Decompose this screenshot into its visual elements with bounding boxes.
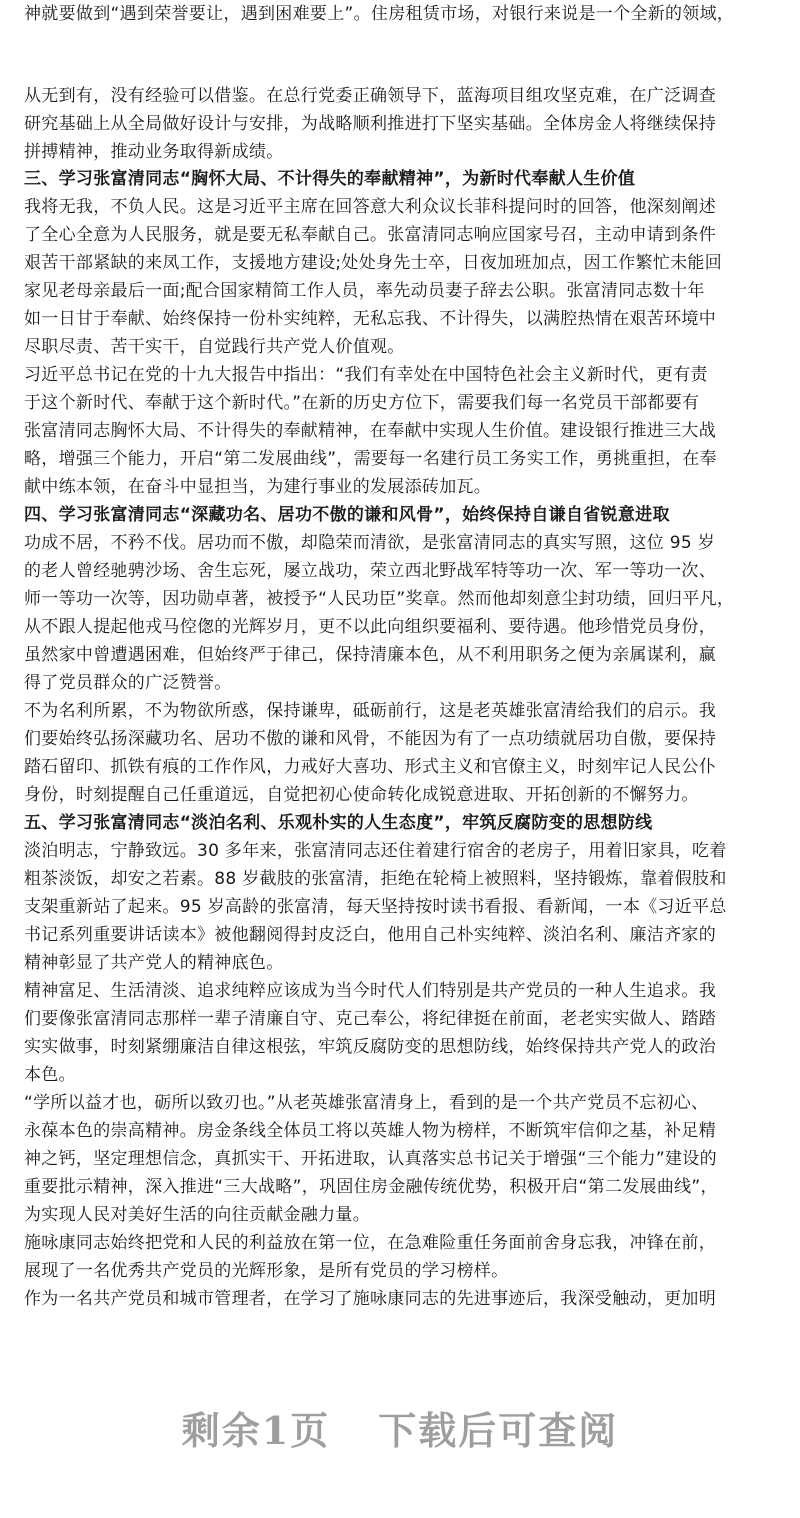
- text-line: 实实做事，时刻紧绷廉洁自律这根弦，牢筑反腐防变的思想防线，始终保持共产党人的政治: [24, 1037, 716, 1057]
- text-line: 拼搏精神，推动业务取得新成绩。: [24, 142, 284, 162]
- section-heading: 四、学习张富清同志“深藏功名、居功不傲的谦和风骨”，始终保持自谦自省锐意进取: [24, 505, 670, 525]
- text-line: 习近平总书记在党的十九大报告中指出：“我们有幸处在中国特色社会主义新时代，更有责: [24, 365, 708, 385]
- text-line: 不为名利所累，不为物欲所惑，保持谦卑，砥砺前行，这是老英雄张富清给我们的启示。我: [24, 701, 716, 721]
- text-line: 神之钙，坚定理想信念，真抓实干、开拓进取，认真落实总书记关于增强“三个能力”建设的: [24, 1149, 717, 1169]
- text-line: 功成不居，不矜不伐。居功而不傲，却隐荣而清欲，是张富清同志的真实写照，这位 95 岁: [24, 533, 716, 553]
- text-line: 精神富足、生活清淡、追求纯粹应该成为当今时代人们特别是共产党员的一种人生追求。我: [24, 981, 716, 1001]
- text-line: 身份，时刻提醒自己任重道远，自觉把初心使命转化成锐意进取、开拓创新的不懈努力。: [24, 785, 699, 805]
- text-line: 艰苦干部紧缺的来凤工作，支援地方建设;处处身先士卒，日夜加班加点，因工作繁忙未能回: [24, 253, 723, 273]
- text-line: 如一日甘于奉献、始终保持一份朴实纯粹，无私忘我、不计得失，以满腔热情在艰苦环境中: [24, 309, 716, 329]
- text-line: 书记系列重要讲话读本》被他翻阅得封皮泛白，他用自己朴实纯粹、淡泊名利、廉洁齐家的: [24, 925, 716, 945]
- text-line: 们要始终弘扬深藏功名、居功不傲的谦和风骨，不能因为有了一点功绩就居功自傲，要保持: [24, 729, 716, 749]
- section-heading: 三、学习张富清同志“胸怀大局、不计得失的奉献精神”，为新时代奉献人生价值: [24, 169, 636, 189]
- text-line: 家见老母亲最后一面;配合国家精简工作人员，率先动员妻子辞去公职。张富清同志数十年: [24, 281, 705, 301]
- text-line: 于这个新时代、奉献于这个新时代。”在新的历史方位下，需要我们每一名党员干部都要有: [24, 393, 700, 413]
- text-line: 踏石留印、抓铁有痕的工作作风，力戒好大喜功、形式主义和官僚主义，时刻牢记人民公仆: [24, 757, 716, 777]
- download-banner[interactable]: [0, 1400, 800, 1455]
- text-line: “学所以益才也，砺所以致刃也。”从老英雄张富清身上，看到的是一个共产党员不忘初心、: [24, 1093, 709, 1113]
- text-line: 本色。: [24, 1065, 76, 1085]
- text-line: 支架重新站了起来。95 岁高龄的张富清，每天坚持按时读书看报、看新闻，一本《习近平总: [24, 897, 727, 917]
- text-line: 略，增强三个能力，开启“第二发展曲线”，需要每一名建行员工务实工作，勇挑重担，在奉: [24, 449, 717, 469]
- text-line: 展现了一名优秀共产党员的光辉形象，是所有党员的学习榜样。: [24, 1261, 509, 1281]
- text-line: 师一等功一次等，因功勋卓著，被授予“人民功臣”奖章。然而他却刻意尘封功绩，回归平凡，: [24, 589, 735, 609]
- text-line: 们要像张富清同志那样一辈子清廉自守、克己奉公，将纪律挺在前面，老老实实做人、踏踏: [24, 1009, 716, 1029]
- text-line: 从无到有，没有经验可以借鉴。在总行党委正确领导下，蓝海项目组攻坚克难，在广泛调查: [24, 86, 716, 106]
- text-line: 精神彰显了共产党人的精神底色。: [24, 953, 284, 973]
- text-line: 研究基础上从全局做好设计与安排，为战略顺利推进打下坚实基础。全体房金人将继续保持: [24, 114, 716, 134]
- text-line: 得了党员群众的广泛赞誉。: [24, 673, 232, 693]
- text-line: 神就要做到“遇到荣誉要让，遇到困难要上”。住房租赁市场，对银行来说是一个全新的领域，: [24, 4, 735, 24]
- download-hint-label: 下载后可查阅: [378, 1408, 619, 1453]
- text-line: 重要批示精神，深入推进“三大战略”，巩固住房金融传统优势，积极开启“第二发展曲线”，: [24, 1177, 718, 1197]
- text-line: 了全心全意为人民服务，就是要无私奉献自己。张富清同志响应国家号召，主动申请到条件: [24, 225, 716, 245]
- text-line: 从不跟人提起他戎马倥偬的光辉岁月，更不以此向组织要福利、要待遇。他珍惜党员身份，: [24, 617, 716, 637]
- remaining-pages-label: 剩余1页: [181, 1408, 331, 1453]
- text-line: 的老人曾经驰骋沙场、舍生忘死，屡立战功，荣立西北野战军特等功一次、军一等功一次、: [24, 561, 716, 581]
- text-line: 永葆本色的崇高精神。房金条线全体员工将以英雄人物为榜样，不断筑牢信仰之基，补足精: [24, 1121, 716, 1141]
- section-heading: 五、学习张富清同志“淡泊名利、乐观朴实的人生态度”，牢筑反腐防变的思想防线: [24, 813, 653, 833]
- text-line: 虽然家中曾遭遇困难，但始终严于律己，保持清廉本色，从不利用职务之便为亲属谋利，赢: [24, 645, 716, 665]
- text-line: 粗茶淡饭，却安之若素。88 岁截肢的张富清，拒绝在轮椅上被照料，坚持锻炼，靠着假肢和: [24, 869, 727, 889]
- text-line: 献中练本领，在奋斗中显担当，为建行事业的发展添砖加瓦。: [24, 477, 492, 497]
- text-line: 作为一名共产党员和城市管理者，在学习了施咏康同志的先进事迹后，我深受触动，更加明: [24, 1289, 716, 1309]
- text-line: 我将无我，不负人民。这是习近平主席在回答意大利众议长菲科提问时的回答，他深刻阐述: [24, 197, 716, 217]
- text-line: 尽职尽责、苦干实干，自觉践行共产党人价值观。: [24, 337, 405, 357]
- text-line: 施咏康同志始终把党和人民的利益放在第一位，在急难险重任务面前舍身忘我，冲锋在前，: [24, 1233, 716, 1253]
- text-line: 为实现人民对美好生活的向往贡献金融力量。: [24, 1205, 370, 1225]
- text-line: 张富清同志胸怀大局、不计得失的奉献精神，在奉献中实现人生价值。建设银行推进三大战: [24, 421, 716, 441]
- text-line: 淡泊明志，宁静致远。30 多年来，张富清同志还住着建行宿舍的老房子，用着旧家具，吃着: [24, 841, 727, 861]
